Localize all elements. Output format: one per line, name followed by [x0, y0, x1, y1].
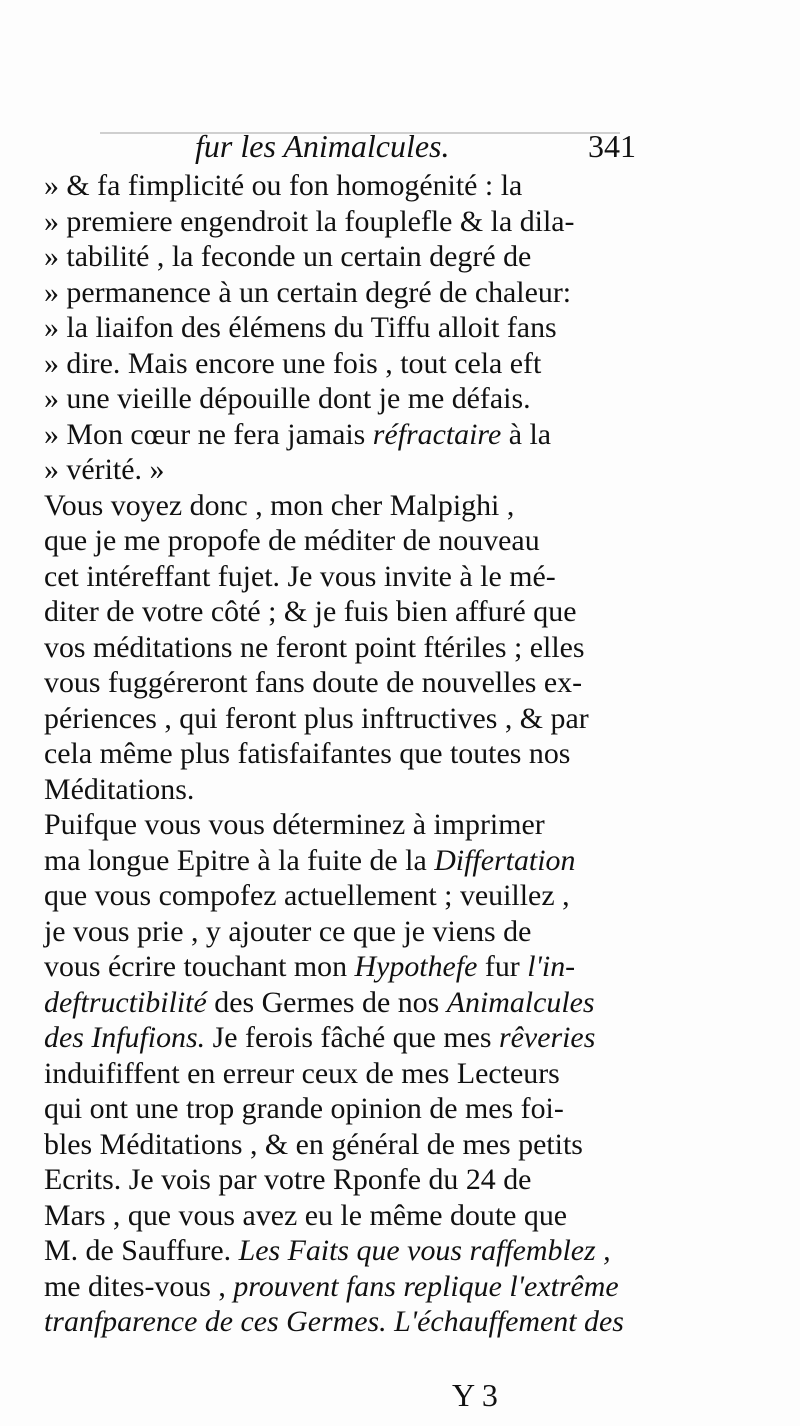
italic-text: réfractaire: [372, 417, 502, 451]
italic-text: Animalcules: [446, 985, 595, 1019]
italic-text: l'in-: [527, 950, 576, 983]
text-segment: des Germes de nos: [206, 985, 447, 1019]
text-segment: » & fa fimplicité ou fon homogénité : la: [44, 169, 523, 202]
text-line: [44, 1020, 642, 1056]
text-segment: Puifque vous vous déterminez à imprimer: [44, 808, 545, 841]
text-segment: Ecrits. Je vois par votre Rponfe du 24 de: [44, 1163, 532, 1196]
text-segment: cela même plus fatisfaifantes que toutes nos: [44, 737, 571, 770]
text-line: [44, 1233, 642, 1269]
text-segment: » une vieille dépouille dont je me défais.: [44, 382, 531, 415]
page-header: [0, 128, 800, 168]
text-line: [44, 346, 642, 382]
italic-text: Differtation: [434, 843, 576, 877]
text-line: [44, 665, 642, 701]
page-number: 341: [588, 128, 636, 164]
italic-text: deftructibilité: [44, 985, 207, 1019]
text-line: [44, 1162, 642, 1198]
text-segment: vos méditations ne feront point ftériles ; elles: [44, 630, 585, 664]
text-line: [44, 843, 642, 879]
text-line: [44, 488, 642, 524]
italic-text: Hypothefe: [354, 950, 478, 983]
text-line: [44, 772, 642, 808]
running-head: fur les Animalcules.: [195, 128, 450, 164]
italic-text: tranfparence de ces Germes. L'échauffement des: [44, 1305, 624, 1338]
text-line: [44, 417, 642, 453]
text-segment: à la: [501, 417, 552, 451]
text-line: [44, 381, 642, 417]
text-segment: ma longue Epitre à la fuite de la: [44, 843, 435, 877]
text-line: [44, 1056, 642, 1092]
italic-text: Les Faits que vous raffemblez ,: [238, 1234, 611, 1267]
text-line: [44, 523, 642, 559]
text-segment: » premiere engendroit la fouplefle & la dila-: [44, 204, 575, 238]
text-line: [44, 204, 642, 240]
text-line: [44, 1269, 642, 1305]
text-line: [44, 949, 642, 985]
text-segment: induififfent en erreur ceux de mes Lecteurs: [44, 1056, 560, 1090]
text-segment: Mars , que vous avez eu le même doute que: [44, 1198, 568, 1232]
text-line: [44, 701, 642, 737]
text-line: [44, 1304, 642, 1340]
text-line: [44, 452, 642, 488]
text-segment: Je ferois fâché que mes: [205, 1021, 500, 1054]
text-segment: » Mon cœur ne fera jamais: [44, 417, 373, 451]
text-segment: » la liaifon des élémens du Tiffu alloit fans: [44, 311, 557, 344]
text-segment: bles Méditations , & en général de mes petits: [44, 1127, 583, 1161]
text-line: [44, 1198, 642, 1234]
text-segment: cet intéreffant fujet. Je vous invite à le mé-: [44, 559, 556, 593]
text-segment: » tabilité , la feconde un certain degré de: [44, 240, 532, 273]
italic-text: prouvent fans replique l'extrême: [233, 1269, 619, 1303]
text-line: [44, 807, 642, 843]
text-line: [44, 630, 642, 666]
text-line: [44, 878, 642, 914]
text-line: [44, 1091, 642, 1127]
text-segment: diter de votre côté ; & je fuis bien affuré que: [44, 595, 577, 628]
text-line: [44, 310, 642, 346]
text-line: [44, 1127, 642, 1163]
text-line: [44, 914, 642, 950]
text-segment: Méditations.: [44, 772, 195, 806]
text-line: [44, 559, 642, 595]
body-text: [44, 168, 644, 1340]
signature-mark: Y 3: [452, 1377, 498, 1413]
text-segment: que vous compofez actuellement ; veuillez ,: [44, 879, 570, 912]
text-segment: fur: [477, 950, 528, 983]
text-segment: » dire. Mais encore une fois , tout cela eft: [44, 346, 542, 380]
text-line: [44, 985, 642, 1021]
text-segment: » permanence à un certain degré de chaleur:: [44, 275, 572, 309]
text-segment: qui ont une trop grande opinion de mes foi-: [44, 1092, 564, 1125]
text-line: [44, 168, 642, 204]
italic-text: des Infufions.: [44, 1021, 206, 1054]
italic-text: rêveries: [499, 1021, 596, 1054]
text-segment: » vérité. »: [44, 453, 165, 486]
text-segment: vous fuggéreront fans doute de nouvelles ex-: [44, 666, 583, 699]
text-segment: vous écrire touchant mon: [44, 950, 355, 983]
text-segment: Vous voyez donc , mon cher Malpighi ,: [44, 488, 515, 522]
text-segment: périences , qui feront plus inftructives , & par: [44, 701, 589, 735]
text-line: [44, 275, 642, 311]
text-line: [44, 239, 642, 275]
text-line: [44, 594, 642, 630]
text-segment: me dites-vous ,: [44, 1269, 234, 1303]
text-segment: M. de Sauffure.: [44, 1234, 239, 1267]
text-line: [44, 736, 642, 772]
text-segment: je vous prie , y ajouter ce que je viens de: [44, 914, 532, 948]
text-segment: que je me propofe de méditer de nouveau: [44, 524, 540, 557]
